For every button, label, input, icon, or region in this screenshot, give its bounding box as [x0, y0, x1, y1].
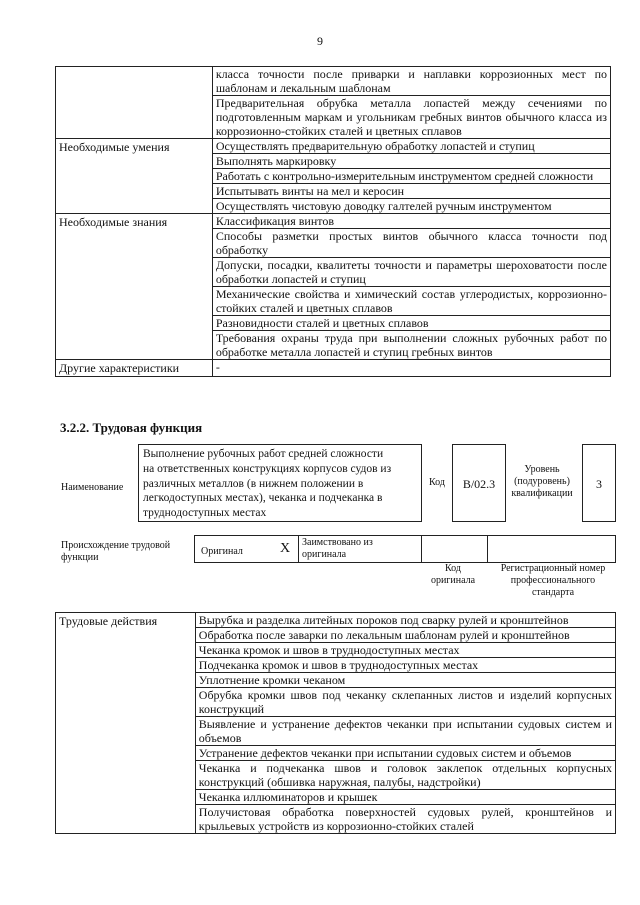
reg-number-caption: Регистрационный номер профессионального стандарта — [500, 563, 606, 598]
table-cell: Предварительная обрубка металла лопастей между сечениями по подготовленным маркам и угольникам гребных винтов обычного класса из коррозионно-стойких сталей и цветных сплавов — [212, 96, 610, 139]
name-box — [138, 444, 422, 522]
divider — [421, 535, 422, 562]
table-row — [56, 360, 611, 377]
table-cell: Осуществлять чистовую доводку галтелей ручным инструментом — [212, 199, 610, 214]
table-cell: Чеканка и подчеканка швов и головок заклепок отдельных корпусных конструкций (обшивка наружная, палубы, надстройки) — [195, 761, 615, 790]
table-cell: Допуски, посадки, квалитеты точности и параметры шероховатости после обработки лопастей и ступиц — [212, 258, 610, 287]
table-cell: Обрубка кромки швов под чеканку склепанных листов и изделий корпусных конструкций — [195, 688, 615, 717]
table-cell: Работать с контрольно-измерительным инструментом средней сложности — [212, 169, 610, 184]
level-value: 3 — [596, 477, 602, 491]
row-label: Необходимые знания — [56, 214, 213, 360]
labor-actions-table — [55, 612, 616, 834]
table-cell: Вырубка и разделка литейных пороков под сварку рулей и кронштейнов — [195, 613, 615, 628]
original-mark: X — [280, 541, 291, 556]
row-label: Другие характеристики — [56, 360, 213, 377]
divider — [298, 535, 299, 562]
divider — [487, 535, 488, 562]
table-cell: Механические свойства и химический состав углеродистых, коррозионно-стойких сталей и цветных сплавов — [212, 287, 610, 316]
table-cell: Устранение дефектов чеканки при испытании судовых систем и объемов — [195, 746, 615, 761]
original-label: Оригинал — [201, 546, 243, 557]
table-cell: Уплотнение кромки чеканом — [195, 673, 615, 688]
level-box — [582, 444, 616, 522]
table-cell: Чеканка иллюминаторов и крышек — [195, 790, 615, 805]
section-title: 3.2.2. Трудовая функция — [60, 420, 203, 435]
table-cell: Осуществлять предварительную обработку лопастей и ступиц — [212, 139, 610, 154]
level-label: Уровень (подуровень) квалификации — [511, 464, 573, 499]
origin-label: Происхождение трудовой функции — [61, 540, 171, 563]
table-cell: Обработка после заварки по лекальным шаблонам рулей и кронштейнов — [195, 628, 615, 643]
table-cell: Подчеканка кромок и швов в труднодоступных местах — [195, 658, 615, 673]
page-number: 9 — [317, 34, 323, 48]
table-row — [56, 139, 611, 154]
table-cell: Способы разметки простых винтов обычного класса точности под обработку — [212, 229, 610, 258]
skills-knowledge-table — [55, 66, 611, 377]
table-cell: - — [212, 360, 610, 377]
table-cell: Разновидности сталей и цветных сплавов — [212, 316, 610, 331]
table-row — [56, 613, 616, 628]
table-cell: Выполнять маркировку — [212, 154, 610, 169]
table-cell: Классификация винтов — [212, 214, 610, 229]
code-original-caption: Код оригинала — [430, 563, 476, 586]
row-label — [56, 67, 213, 139]
table-cell: Чеканка кромок и швов в труднодоступных местах — [195, 643, 615, 658]
code-value: B/02.3 — [462, 477, 496, 491]
code-box — [452, 444, 506, 522]
table-cell: класса точности после приварки и наплавки коррозионных мест по шаблонам и лекальным шаблонам — [212, 67, 610, 96]
code-label: Код — [429, 477, 445, 488]
table-cell: Испытывать винты на мел и керосин — [212, 184, 610, 199]
borrowed-label: Заимствовано из оригинала — [302, 537, 373, 560]
table-cell: Выявление и устранение дефектов чеканки при испытании судовых систем и объемов — [195, 717, 615, 746]
row-label: Трудовые действия — [56, 613, 196, 834]
table-cell: Получистовая обработка поверхностей судовых рулей, кронштейнов и крыльевых устройств из коррозионно-стойких сталей — [195, 805, 615, 834]
row-label: Необходимые умения — [56, 139, 213, 214]
name-value: Выполнение рубочных работ средней сложности на ответственных конструкциях корпусов судов из различных металлов (в нижнем положении в легкодоступных местах), чеканка и подчеканка в труднодоступных местах — [143, 448, 392, 520]
table-cell: Требования охраны труда при выполнении сложных рубочных работ по обработке металла лопастей и ступиц гребных винтов — [212, 331, 610, 360]
table-row — [56, 214, 611, 229]
table-row — [56, 67, 611, 96]
name-label: Наименование — [61, 482, 124, 493]
